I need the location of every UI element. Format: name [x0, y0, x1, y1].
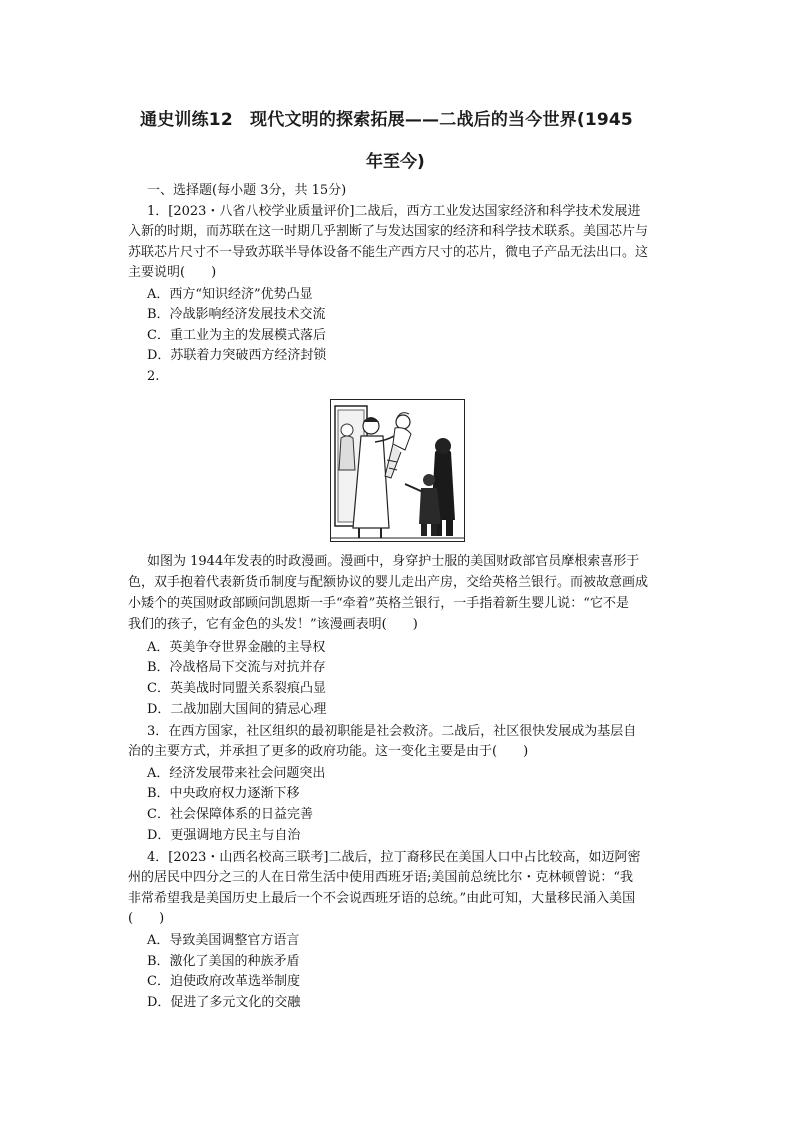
- q1-line: 1．[2023・八省八校学业质量评价]二战后，西方工业发达国家经济和科学技术发展进: [147, 204, 641, 219]
- q3-option-c: C．社会保障体系的日益完善: [147, 807, 313, 822]
- q2-option-a: A．英美争夺世界金融的主导权: [147, 640, 326, 655]
- q2-line: 我们的孩子，它有金色的头发！”该漫画表明( ): [128, 617, 418, 632]
- q1-option-b: B．冷战影响经济发展技术交流: [147, 307, 326, 322]
- q3-option-b: B．中央政府权力逐渐下移: [147, 786, 300, 801]
- q4-line: 非常希望我是美国历史上最后一个不会说西班牙语的总统。”由此可知，大量移民涌入美国: [128, 891, 636, 906]
- q2-option-b: B．冷战格局下交流与对抗并存: [147, 660, 326, 675]
- q4-line: 4．[2023・山西名校高三联考]二战后，拉丁裔移民在美国人口中占比较高，如迈阿密: [147, 850, 641, 865]
- q2-line: 小矮个的英国财政部顾问凯恩斯一手“牵着”英格兰银行，一手指着新生婴儿说：“它不是: [128, 596, 629, 611]
- q4-line: ( ): [128, 911, 165, 926]
- page-title-line2: 年至今): [366, 152, 425, 172]
- q3-option-d: D．更强调地方民主与自治: [147, 828, 301, 843]
- page-title-line1: 通史训练12 现代文明的探索拓展——二战后的当今世界(1945: [140, 110, 633, 130]
- q4-option-c: C．迫使政府改革选举制度: [147, 974, 300, 989]
- q2-line: 如图为 1944年发表的时政漫画。漫画中，身穿护士服的美国财政部官员摩根索喜形于: [147, 554, 640, 569]
- q1-option-a: A．西方“知识经济”优势凸显: [147, 287, 313, 302]
- q4-option-d: D．促进了多元文化的交融: [147, 995, 301, 1010]
- q1-line: 苏联芯片尺寸不一导致苏联半导体设备不能生产西方尺寸的芯片，微电子产品无法出口。这: [128, 245, 649, 260]
- q1-line: 入新的时期，而苏联在这一时期几乎割断了与发达国家的经济和科学技术联系。美国芯片与: [128, 224, 649, 239]
- section-heading: 一、选择题(每小题 3分，共 15分): [147, 183, 347, 198]
- q3-option-a: A．经济发展带来社会问题突出: [147, 766, 326, 781]
- political-cartoon-image: [330, 399, 465, 542]
- q2-option-d: D．二战加剧大国间的猜忌心理: [147, 702, 327, 717]
- q4-option-b: B．激化了美国的种族矛盾: [147, 954, 300, 969]
- q1-option-c: C．重工业为主的发展模式落后: [147, 328, 326, 343]
- q2-number: 2.: [147, 369, 160, 384]
- q2-option-c: C．英美战时同盟关系裂痕凸显: [147, 681, 326, 696]
- q1-option-d: D．苏联着力突破西方经济封锁: [147, 348, 327, 363]
- q1-line: 主要说明( ): [128, 265, 217, 280]
- q3-line: 治的主要方式，并承担了更多的政府功能。这一变化主要是由于( ): [128, 744, 529, 759]
- q2-line: 色，双手抱着代表新货币制度与配额协议的婴儿走出产房，交给英格兰银行。而被故意画成: [128, 575, 649, 590]
- q4-option-a: A．导致美国调整官方语言: [147, 933, 300, 948]
- q4-line: 州的居民中四分之三的人在日常生活中使用西班牙语;美国前总统比尔・克林顿曾说：“我: [128, 870, 634, 885]
- q3-line: 3．在西方国家，社区组织的最初职能是社会救济。二战后，社区很快发展成为基层自: [147, 724, 637, 739]
